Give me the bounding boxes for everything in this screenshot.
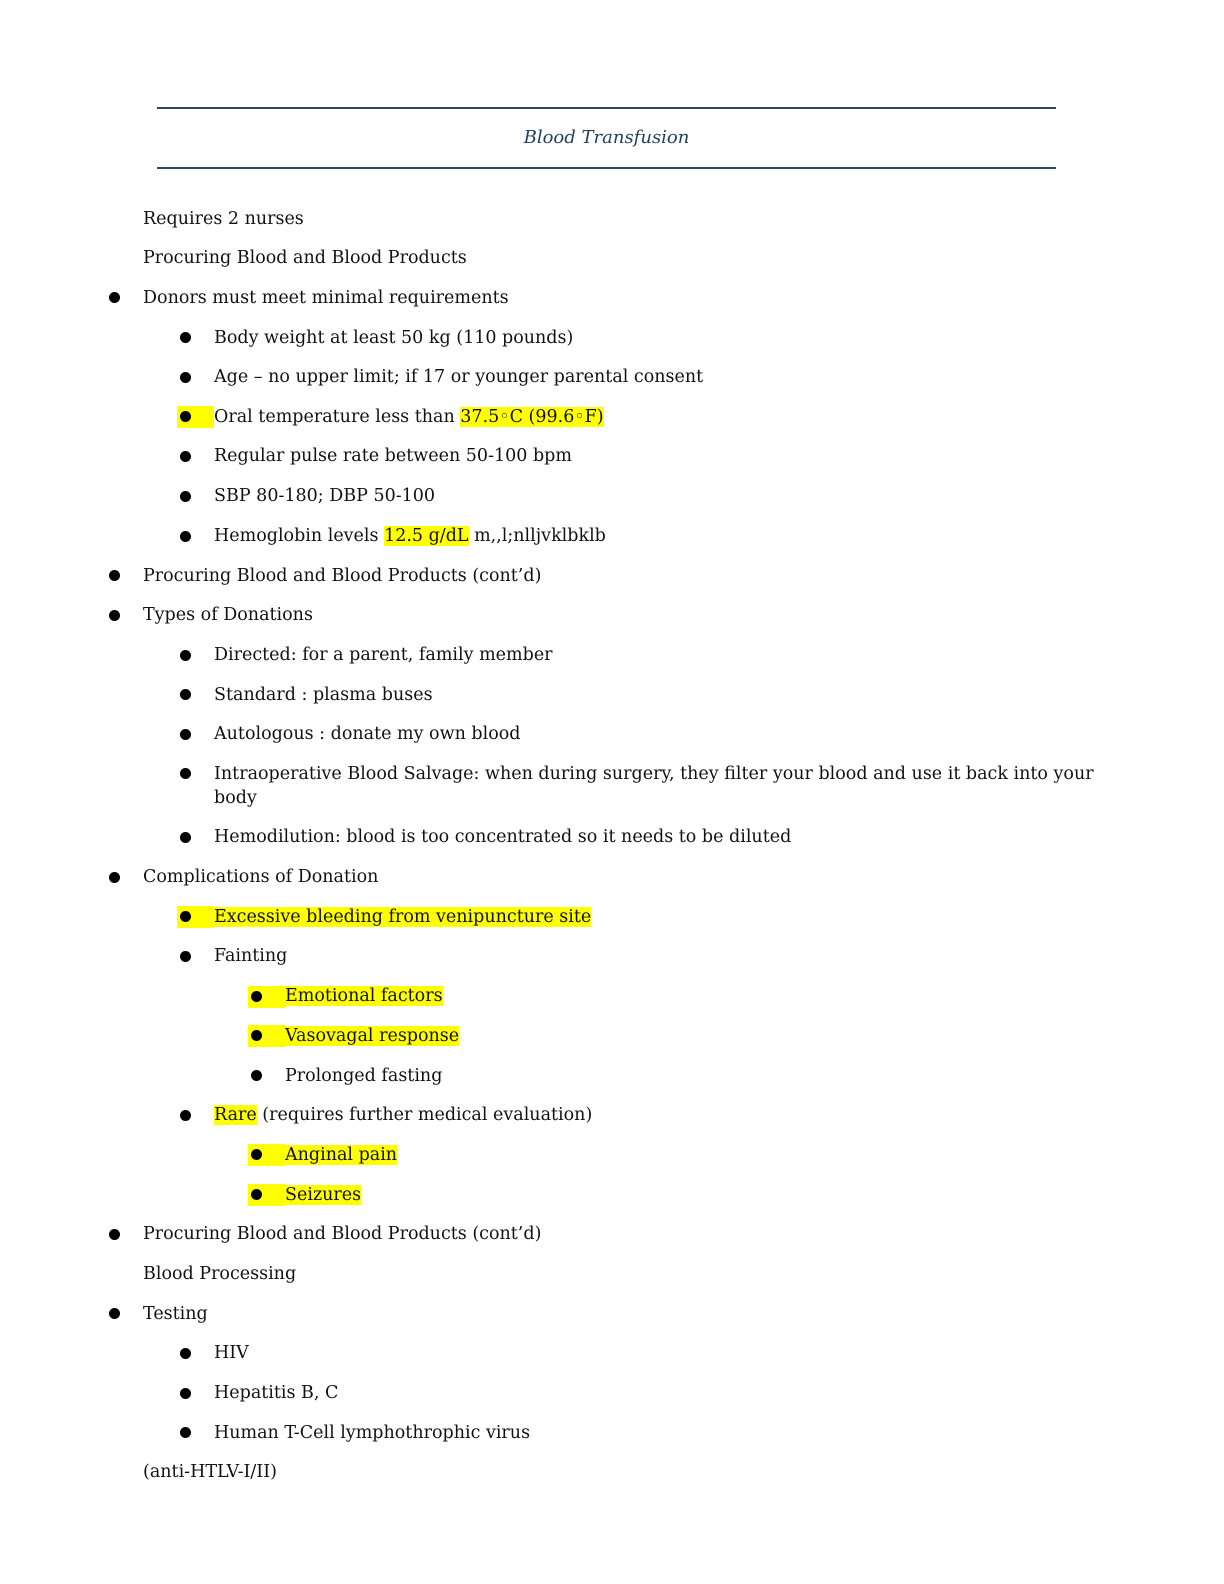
- list-item: Prolonged fasting: [285, 1066, 443, 1086]
- list-item: Standard : plasma buses: [214, 685, 433, 705]
- bullet-icon: [180, 451, 191, 462]
- bullet-icon: [109, 292, 120, 303]
- bullet-icon: [251, 1070, 262, 1081]
- list-item: Fainting: [214, 946, 288, 966]
- highlighted-text: Vasovagal response: [285, 1026, 460, 1046]
- list-item: Age – no upper limit; if 17 or younger parental consent: [214, 367, 704, 387]
- bullet-icon: [180, 332, 191, 343]
- bullet-icon: [180, 531, 191, 542]
- bullet-icon: [251, 1030, 262, 1041]
- bullet-icon: [109, 570, 120, 581]
- bullet-icon: [180, 911, 191, 922]
- highlighted-text: 12.5 g/dL: [384, 526, 469, 546]
- list-item: Hepatitis B, C: [214, 1383, 339, 1403]
- list-item: [285, 1143, 397, 1167]
- bullet-icon: [180, 491, 191, 502]
- bullet-icon: [180, 689, 191, 700]
- bullet-icon: [251, 1189, 262, 1200]
- bullet-icon: [180, 372, 191, 383]
- list-item: Complications of Donation: [143, 867, 379, 887]
- section-heading: Blood Processing: [143, 1264, 297, 1284]
- section-heading: Procuring Blood and Blood Products: [143, 248, 467, 268]
- highlighted-text: Anginal pain: [285, 1145, 398, 1165]
- highlighted-text: Seizures: [285, 1185, 362, 1205]
- list-item: Types of Donations: [143, 605, 313, 625]
- list-item: Autologous : donate my own blood: [214, 724, 521, 744]
- bullet-icon: [109, 872, 120, 883]
- list-item: Human T-Cell lymphothrophic virus: [214, 1423, 531, 1443]
- bullet-icon: [109, 610, 120, 621]
- bullet-icon: [180, 951, 191, 962]
- list-item: Intraoperative Blood Salvage: when during surgery, they filter your blood and use it back into your body: [214, 764, 1094, 808]
- list-item: Hemodilution: blood is too concentrated so it needs to be diluted: [214, 827, 792, 847]
- list-item: SBP 80-180; DBP 50-100: [214, 486, 436, 506]
- list-item: Donors must meet minimal requirements: [143, 288, 509, 308]
- list-item: Hemoglobin levels 12.5 g/dL m,,l;nlljvklbklb: [214, 526, 606, 546]
- highlighted-text: Excessive bleeding from venipuncture site: [214, 907, 592, 927]
- bullet-icon: [180, 768, 191, 779]
- list-item: [285, 1024, 459, 1048]
- list-item: [285, 1183, 361, 1207]
- bullet-icon: [180, 1427, 191, 1438]
- bullet-icon: [109, 1308, 120, 1319]
- header-bottom-rule: [157, 167, 1056, 169]
- paragraph: (anti-HTLV-I/II): [143, 1462, 277, 1482]
- bullet-icon: [251, 1149, 262, 1160]
- highlighted-text: Rare: [214, 1105, 257, 1125]
- list-item: Regular pulse rate between 50-100 bpm: [214, 446, 572, 466]
- bullet-icon: [180, 832, 191, 843]
- list-item: [285, 984, 443, 1008]
- document-title: Blood Transfusion: [523, 127, 690, 148]
- list-item: Testing: [143, 1304, 208, 1324]
- bullet-icon: [109, 1229, 120, 1240]
- list-item: HIV: [214, 1343, 249, 1363]
- bullet-icon: [180, 1348, 191, 1359]
- list-item: Procuring Blood and Blood Products (cont’d): [143, 1224, 542, 1244]
- list-item: Procuring Blood and Blood Products (cont’d): [143, 566, 542, 586]
- highlighted-text: 37.5◦C (99.6◦F): [460, 407, 604, 427]
- list-item: Body weight at least 50 kg (110 pounds): [214, 328, 574, 348]
- bullet-icon: [251, 991, 262, 1002]
- list-item: Rare (requires further medical evaluation): [214, 1105, 593, 1125]
- highlighted-text: Emotional factors: [285, 986, 443, 1006]
- list-item: [214, 905, 591, 929]
- bullet-icon: [180, 1110, 191, 1121]
- bullet-icon: [180, 411, 191, 422]
- paragraph: Requires 2 nurses: [143, 209, 304, 229]
- bullet-icon: [180, 729, 191, 740]
- list-item: Directed: for a parent, family member: [214, 645, 553, 665]
- header-top-rule: [157, 107, 1056, 109]
- bullet-icon: [180, 650, 191, 661]
- bullet-icon: [180, 1388, 191, 1399]
- list-item: Oral temperature less than 37.5◦C (99.6◦F): [214, 407, 604, 427]
